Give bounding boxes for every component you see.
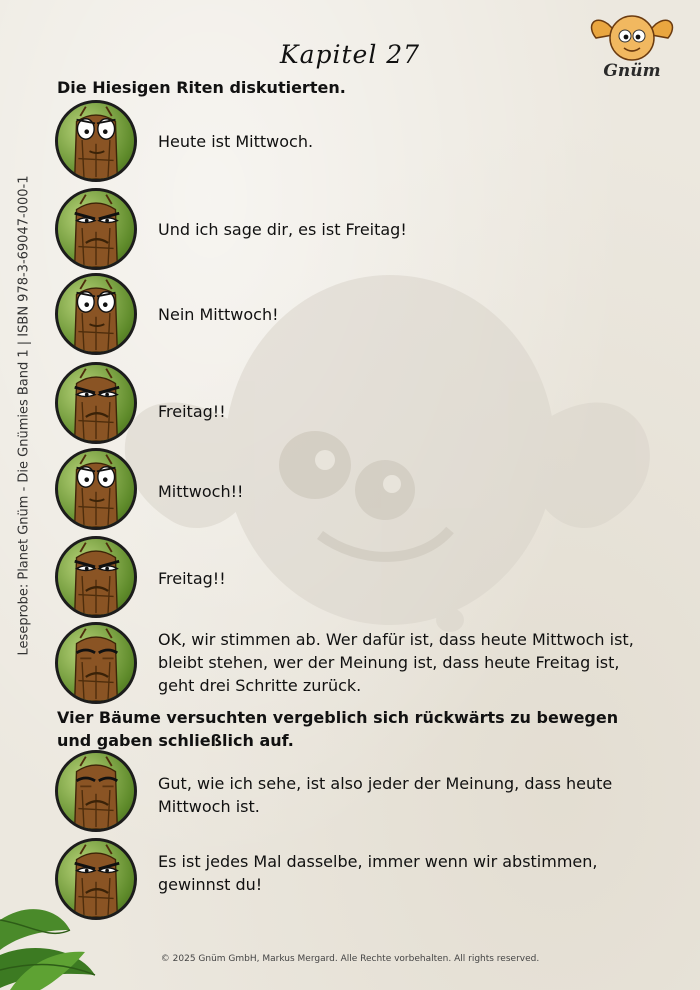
dialogue-text: OK, wir stimmen ab. Wer dafür ist, dass heute Mittwoch ist, bleibt stehen, wer der Meinung ist, dass heute Freitag ist, geht drei Schritte zurück. [158, 630, 634, 695]
plant-leaves-icon [0, 880, 120, 990]
chapter-title: Kapitel 27 [279, 40, 421, 69]
dialogue-row [55, 188, 675, 268]
tree-avatar-icon [55, 100, 137, 182]
tree-avatar-icon [55, 750, 137, 832]
dialogue-text: Und ich sage dir, es ist Freitag! [158, 220, 407, 239]
copyright-notice: © 2025 Gnüm GmbH, Markus Mergard. Alle Rechte vorbehalten. All rights reserved. [160, 954, 540, 964]
dialogue-row [55, 750, 675, 830]
tree-avatar-icon [55, 622, 137, 704]
dialogue-text: Gut, wie ich sehe, ist also jeder der Meinung, dass heute Mittwoch ist. [158, 774, 613, 816]
dialogue-text: Freitag!! [158, 402, 226, 421]
dialogue-row [55, 362, 675, 442]
side-caption-text: Leseprobe: Planet Gnüm - Die Gnümies Band 1 | ISBN 978-3-69047-000-1 [16, 175, 32, 655]
dialogue-row [55, 536, 675, 616]
dialogue-row [55, 100, 675, 180]
narration-2: Vier Bäume versuchten vergeblich sich rückwärts zu bewegen und gaben schließlich auf. [57, 708, 619, 750]
dialogue-text: Nein Mittwoch! [158, 305, 279, 324]
dialogue-row [55, 448, 675, 528]
logo-text: Gnüm [603, 61, 661, 81]
side-caption [16, 150, 32, 680]
dialogue-text: Es ist jedes Mal dasselbe, immer wenn wir abstimmen, gewinnst du! [158, 852, 598, 894]
tree-avatar-icon [55, 448, 137, 530]
dialogue-row [55, 273, 675, 353]
dialogue-text: Heute ist Mittwoch. [158, 132, 314, 151]
tree-avatar-icon [55, 188, 137, 270]
narration-1: Die Hiesigen Riten diskutierten. [57, 78, 346, 97]
tree-avatar-icon [55, 362, 137, 444]
dialogue-row [55, 622, 675, 702]
tree-avatar-icon [55, 536, 137, 618]
tree-avatar-icon [55, 273, 137, 355]
dialogue-text: Freitag!! [158, 569, 226, 588]
dialogue-row [55, 838, 675, 918]
dialogue-text: Mittwoch!! [158, 482, 244, 501]
